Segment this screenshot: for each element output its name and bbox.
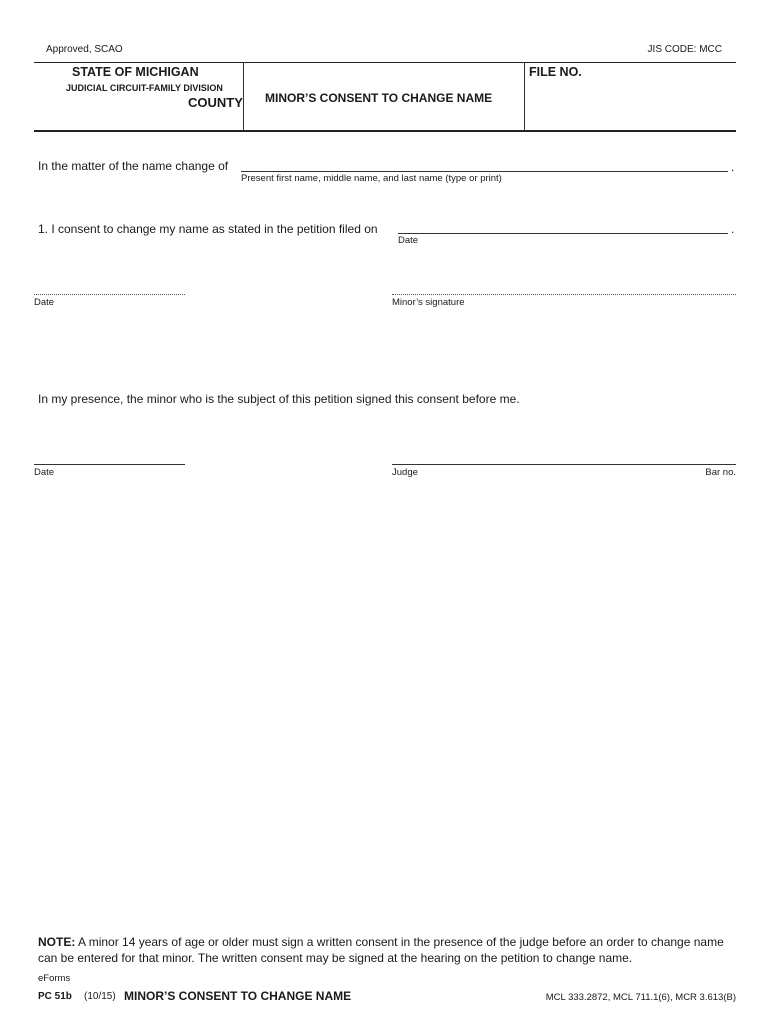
approval-text: Approved, SCAO [46,44,123,55]
footer-title: MINOR’S CONSENT TO CHANGE NAME [124,989,352,1003]
judge-date-label: Date [34,467,55,478]
note [38,934,740,966]
form-id: PC 51b [38,991,72,1002]
minor-date-input[interactable] [34,279,188,295]
petition-date-input[interactable] [400,218,730,234]
header-divider-left [243,62,244,130]
presence-statement: In my presence, the minor who is the subject of this petition signed this consent before me. [38,392,520,406]
county-label: COUNTY [188,95,243,110]
judge-date-input[interactable] [34,449,188,465]
form-revision: (10/15) [84,991,116,1002]
file-no-input[interactable] [590,66,734,82]
footer-citations: MCL 333.2872, MCL 711.1(6), MCR 3.613(B) [545,992,736,1003]
header-bottom-rule [34,130,736,132]
petition-date-caption: Date [398,235,419,246]
note-text: A minor 14 years of age or older must sign a written consent in the presence of the judge before an order to change name can be entered for that minor. The written consent may be signed at the hearing on the petition to change name. [38,935,724,965]
matter-period: . [731,160,735,174]
jis-code: JIS CODE: MCC [647,44,722,55]
header-divider-right [524,62,525,130]
form-title: MINOR’S CONSENT TO CHANGE NAME [265,91,493,105]
file-no-label: FILE NO. [529,65,582,79]
judge-label: Judge [392,467,418,478]
bar-no-label: Bar no. [705,467,736,478]
name-caption: Present first name, middle name, and last name (type or print) [241,173,502,184]
bar-no-input[interactable] [650,449,739,465]
minor-date-label: Date [34,297,55,308]
court-name: JUDICIAL CIRCUIT-FAMILY DIVISION [66,83,223,93]
state-title: STATE OF MICHIGAN [72,65,199,79]
minor-signature-input[interactable] [392,279,739,295]
eforms-label: eForms [38,973,71,984]
consent-period: . [731,222,735,236]
minor-signature-label: Minor’s signature [392,297,465,308]
note-label: NOTE: [38,935,76,949]
matter-lead: In the matter of the name change of [38,159,229,173]
consent-statement: 1. I consent to change my name as stated in the petition filed on [38,222,378,236]
judge-input[interactable] [392,449,646,465]
header-top-rule [34,62,736,63]
name-input[interactable] [243,156,731,172]
